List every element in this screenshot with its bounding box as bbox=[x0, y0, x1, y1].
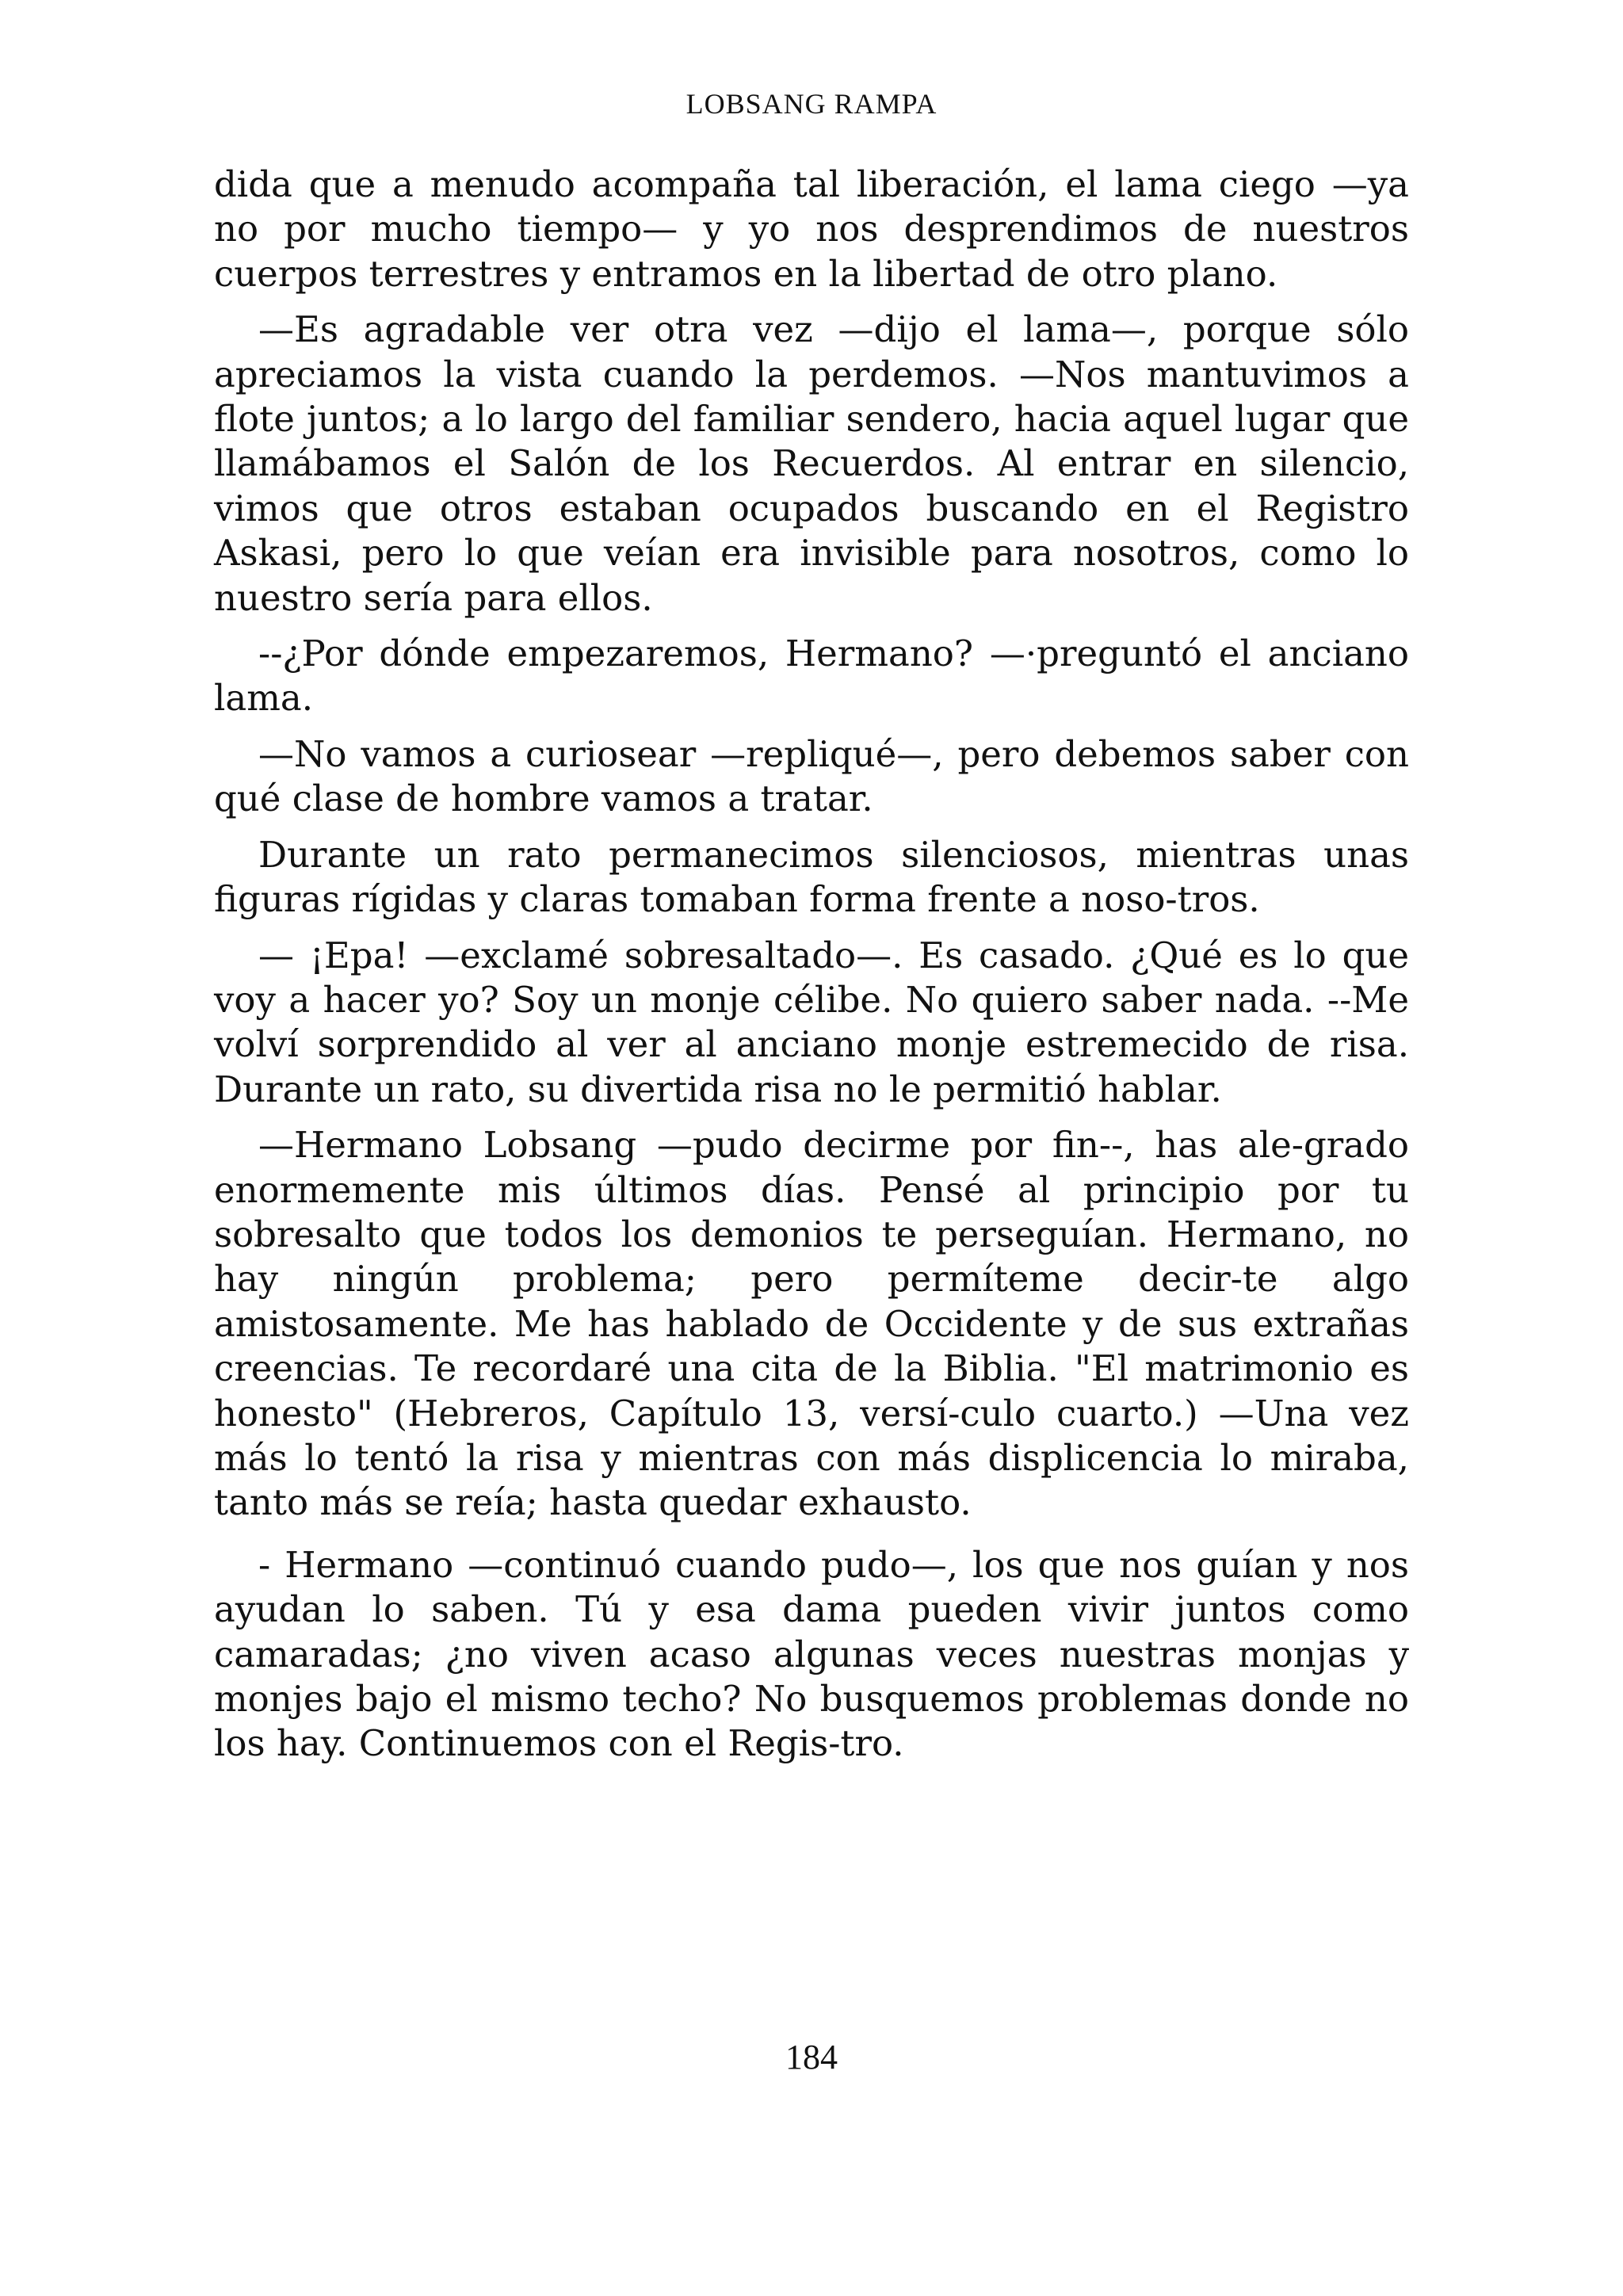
body-text bbox=[214, 162, 1409, 1778]
paragraph: —No vamos a curiosear —repliqué—, pero debemos saber con qué clase de hombre vamos a tratar. bbox=[214, 732, 1409, 820]
page-number: 184 bbox=[785, 2038, 838, 2076]
paragraph: - Hermano —continuó cuando pudo—, los que nos guían y nos ayudan lo saben. Tú y esa dama pueden vivir juntos como camaradas; ¿no viven acaso algunas veces nuestras monjas y monjes bajo el mismo techo? No busquemos problemas donde no los hay. Continuemos con el Regis-tro. bbox=[214, 1543, 1409, 1765]
paragraph: --¿Por dónde empezaremos, Hermano? —·preguntó el anciano lama. bbox=[214, 632, 1409, 720]
paragraph: — ¡Epa! —exclamé sobresaltado—. Es casado. ¿Qué es lo que voy a hacer yo? Soy un monje célibe. No quiero saber nada. --Me volví sorprendido al ver al anciano monje estremecido de risa. Durante un rato, su divertida risa no le permitió hablar. bbox=[214, 934, 1409, 1110]
running-header: LOBSANG RAMPA bbox=[685, 88, 938, 120]
paragraph: —Es agradable ver otra vez —dijo el lama—, porque sólo apreciamos la vista cuando la perdemos. —Nos mantuvimos a flote juntos; a lo largo del familiar sendero, hacia aquel lugar que llamábamos el Salón de los Recuerdos. Al entrar en silencio, vimos que otros estaban ocupados buscando en el Registro Askasi, pero lo que veían era invisible para nosotros, como lo nuestro sería para ellos. bbox=[214, 308, 1409, 619]
paragraph: Durante un rato permanecimos silenciosos, mientras unas figuras rígidas y claras tomaban forma frente a noso-tros. bbox=[214, 833, 1409, 921]
paragraph: dida que a menudo acompaña tal liberación, el lama ciego —ya no por mucho tiempo— y yo nos desprendimos de nuestros cuerpos terrestres y entramos en la libertad de otro plano. bbox=[214, 163, 1409, 295]
paragraph: —Hermano Lobsang —pudo decirme por fin--, has ale-grado enormemente mis últimos días. Pensé al principio por tu sobresalto que todos los demonios te perseguían. Hermano, no hay ningún problema; pero permíteme decir-te algo amistosamente. Me has hablado de Occidente y de sus extrañas creencias. Te recordaré una cita de la Biblia. "El matrimonio es honesto" (Hebreros, Capítulo 13, versí-culo cuarto.) —Una vez más lo tentó la risa y mientras con más displicencia lo miraba, tanto más se reía; hasta quedar exhausto. bbox=[214, 1124, 1409, 1524]
